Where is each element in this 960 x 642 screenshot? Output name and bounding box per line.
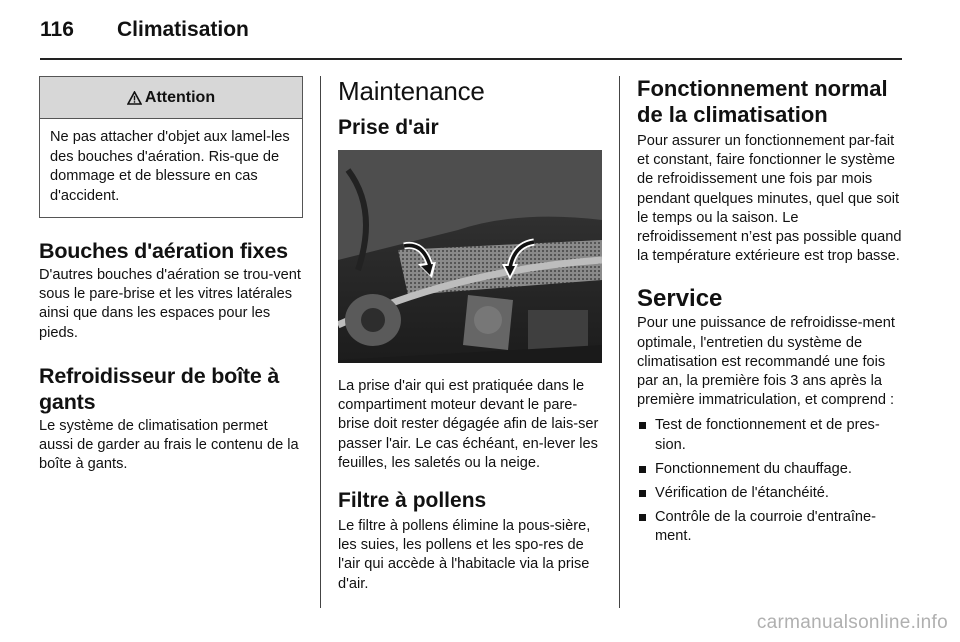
list-item: Contrôle de la courroie d'entraîne-ment.	[637, 508, 902, 546]
column-divider	[320, 76, 321, 608]
service-title: Service	[637, 285, 723, 313]
service-text: Pour une puissance de refroidisse-ment optimale, l'entretien du système de climatisation est recommandé une fois par an, la première fois 3 ans après la première immatriculation, et comprend :	[637, 315, 895, 409]
attention-text: Ne pas attacher d'objet aux lamel-les des bouches d'aération. Ris-que de dommage et de blessure en cas d'accident.	[50, 129, 290, 204]
bouches-text: D'autres bouches d'aération se trou-vent sous le pare-brise et les vitres latérales ainsi que dans les espaces pour les pieds.	[39, 267, 301, 341]
list-item: Test de fonctionnement et de pres-sion.	[637, 416, 902, 454]
column-middle	[338, 76, 602, 594]
list-item: Vérification de l'étanchéité.	[637, 484, 902, 503]
prise-air-title: Prise d'air	[338, 116, 439, 139]
prise-air-text: La prise d'air qui est pratiquée dans le compartiment moteur devant le pare-brise doit rester dégagée afin de lais-ser passer l'air. Le cas échéant, en-lever les feuilles, les saletés ou la neige.	[338, 378, 599, 471]
refroidisseur-text: Le système de climatisation permet aussi de garder au frais le contenu de la boîte à gants.	[39, 417, 299, 473]
fonctionnement-text: Pour assurer un fonctionnement par-fait et constant, faire fonctionner le système de refroidissement une fois par mois pendant quelques minutes, quel que soit le temps ou la saison. Le refroidissement n’est pas possible quand la température extérieure est trop basse.	[637, 133, 902, 265]
engine-air-intake-photo	[338, 150, 602, 363]
bullet-square-icon	[639, 422, 646, 429]
column-right	[637, 76, 902, 552]
filtre-pollens-text: Le filtre à pollens élimine la pous-sière, les suies, les pollens et les spo-res de l'air qui accède à l'habitacle via la prise d'air.	[338, 518, 591, 592]
column-left	[39, 76, 303, 474]
bullet-square-icon	[639, 514, 646, 521]
bullet-square-icon	[639, 490, 646, 497]
header-rule	[40, 58, 902, 60]
attention-label: Attention	[144, 88, 216, 106]
warning-triangle-icon	[127, 91, 142, 105]
filtre-pollens-title: Filtre à pollens	[338, 489, 487, 513]
service-list	[637, 416, 902, 546]
bullet-square-icon	[639, 466, 646, 473]
refroidisseur-title: Refroidisseur de boîte à gants	[39, 363, 280, 414]
attention-header	[40, 77, 302, 119]
bouches-title: Bouches d'aération fixes	[39, 239, 288, 263]
fonctionnement-title: Fonctionnement normal de la climatisation	[637, 76, 888, 127]
column-divider	[619, 76, 620, 608]
watermark[interactable]: carmanualsonline.info	[756, 612, 948, 633]
page-title: Climatisation	[117, 18, 249, 41]
attention-box	[39, 76, 303, 218]
page-number: 116	[40, 18, 74, 41]
maintenance-title: Maintenance	[338, 76, 485, 106]
list-item: Fonctionnement du chauffage.	[637, 460, 902, 479]
